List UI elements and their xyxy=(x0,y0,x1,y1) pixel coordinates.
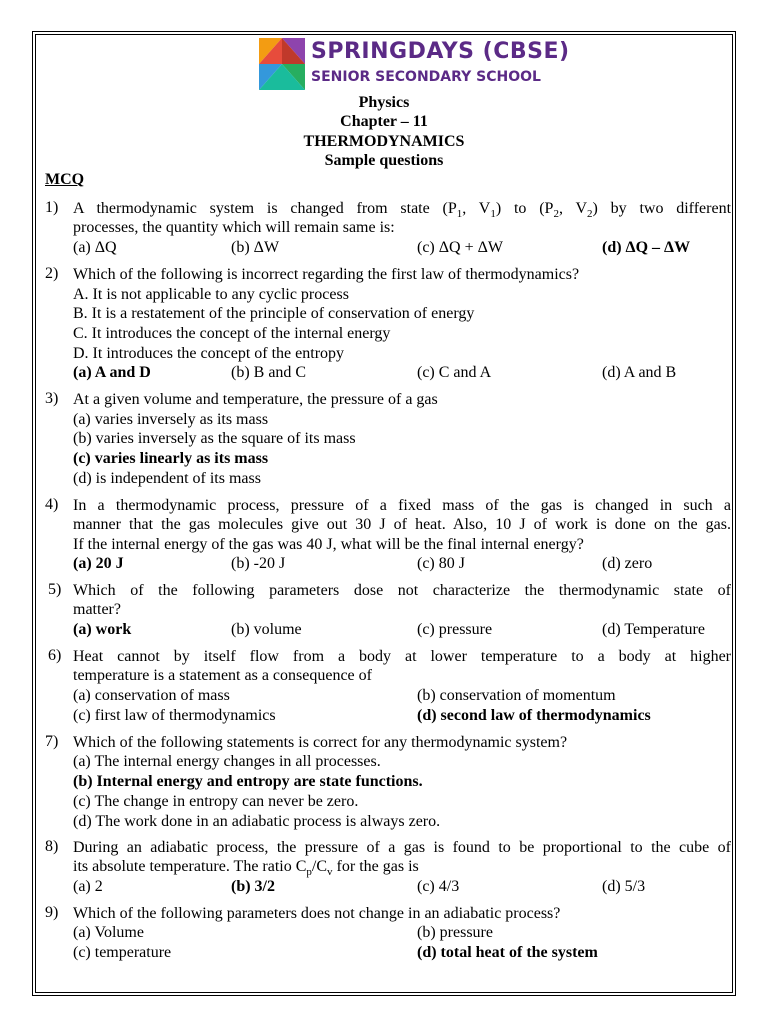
question-text: At a given volume and temperature, the pressure of a gas xyxy=(73,391,438,408)
option-c: (c) 4/3 xyxy=(417,878,460,895)
option-a: (a) 2 xyxy=(73,878,103,895)
question-text: processes, the quantity which will remain same is: xyxy=(73,219,395,236)
option-a: (a) ΔQ xyxy=(73,239,117,256)
option-b: (b) B and C xyxy=(231,364,307,381)
topic-title: THERMODYNAMICS xyxy=(303,133,465,150)
option-d: (d) A and B xyxy=(602,364,677,381)
statement-c: C. It introduces the concept of the internal energy xyxy=(73,325,391,342)
option-a-correct: (a) work xyxy=(73,621,132,638)
school-subtitle: SENIOR SECONDARY SCHOOL xyxy=(311,69,541,85)
option-b: (b) varies inversely as the square of its mass xyxy=(73,430,356,447)
option-d-correct: (d) total heat of the system xyxy=(417,944,598,961)
option-d: (d) is independent of its mass xyxy=(73,470,261,487)
option-d: (d) Temperature xyxy=(602,621,705,638)
statement-b: B. It is a restatement of the principle of conservation of energy xyxy=(73,305,475,322)
question-text: matter? xyxy=(73,601,121,618)
question-number: 9) xyxy=(45,904,59,921)
school-logo xyxy=(259,38,570,92)
subject-title: Physics xyxy=(358,94,410,111)
statement-d: D. It introduces the concept of the entropy xyxy=(73,345,345,362)
question-number: 5) xyxy=(48,581,62,598)
option-c: (c) ΔQ + ΔW xyxy=(417,239,504,256)
option-c: (c) first law of thermodynamics xyxy=(73,707,276,724)
option-c: (c) pressure xyxy=(417,621,493,638)
option-a: (a) Volume xyxy=(73,924,144,941)
question-number: 3) xyxy=(45,390,59,407)
option-b-correct: (b) 3/2 xyxy=(231,878,275,895)
question-number: 1) xyxy=(45,199,59,216)
question-number: 2) xyxy=(45,265,59,282)
question-number: 8) xyxy=(45,838,59,855)
option-b: (b) pressure xyxy=(417,924,493,941)
option-c: (c) 80 J xyxy=(417,555,465,572)
option-d-correct: (d) second law of thermodynamics xyxy=(417,707,651,724)
option-a-correct: (a) 20 J xyxy=(73,555,124,572)
option-a: (a) The internal energy changes in all processes. xyxy=(73,753,381,770)
option-a: (a) conservation of mass xyxy=(73,687,230,704)
option-c: (c) The change in entropy can never be zero. xyxy=(73,793,359,810)
option-b-correct: (b) Internal energy and entropy are state functions. xyxy=(73,773,423,790)
option-b: (b) ΔW xyxy=(231,239,280,256)
question-number: 6) xyxy=(48,647,62,664)
option-d-correct: (d) ΔQ – ΔW xyxy=(602,239,691,256)
question-text: Which of the following is incorrect regarding the first law of thermodynamics? xyxy=(73,266,580,283)
option-d: (d) The work done in an adiabatic process is always zero. xyxy=(73,813,441,830)
chapter-title: Chapter – 11 xyxy=(340,113,428,130)
option-d: (d) zero xyxy=(602,555,653,572)
logo-mark-icon xyxy=(259,38,305,90)
option-c: (c) temperature xyxy=(73,944,172,961)
option-b: (b) -20 J xyxy=(231,555,286,572)
question-text: its absolute temperature. The ratio $C_p/C_v$ for the gas is xyxy=(73,858,419,879)
option-c-correct: (c) varies linearly as its mass xyxy=(73,450,269,467)
question-text: Which of the following parameters dose not characterize the thermodynamic state of xyxy=(73,582,731,599)
question-text: Which of the following statements is correct for any thermodynamic system? xyxy=(73,734,568,751)
question-number: 7) xyxy=(45,733,59,750)
option-a: (a) varies inversely as its mass xyxy=(73,411,269,428)
question-text: manner that the gas molecules give out 30 J of heat. Also, 10 J of work is done on the gas. xyxy=(73,516,731,533)
school-name: SPRINGDAYS (CBSE) xyxy=(311,39,570,64)
section-heading: MCQ xyxy=(45,171,85,188)
question-text: During an adiabatic process, the pressure of a gas is found to be proportional to the cube of xyxy=(73,839,731,856)
question-text: temperature is a statement as a consequence of xyxy=(73,667,372,684)
question-text: If the internal energy of the gas was 40 J, what will be the final internal energy? xyxy=(73,536,584,553)
option-d: (d) 5/3 xyxy=(602,878,646,895)
option-b: (b) volume xyxy=(231,621,302,638)
option-c: (c) C and A xyxy=(417,364,492,381)
option-a-correct: (a) A and D xyxy=(73,364,151,381)
question-text: In a thermodynamic process, pressure of a fixed mass of the gas is changed in such a xyxy=(73,497,731,514)
question-text: Heat cannot by itself flow from a body at lower temperature to a body at higher xyxy=(73,648,731,665)
question-text: A thermodynamic system is changed from state ($P_1$, $V_1$) to ($P_2$, $V_2$) by two different xyxy=(73,200,732,221)
statement-a: A. It is not applicable to any cyclic process xyxy=(73,286,349,303)
question-number: 4) xyxy=(45,496,59,513)
option-b: (b) conservation of momentum xyxy=(417,687,616,704)
kind-title: Sample questions xyxy=(324,152,444,169)
question-text: Which of the following parameters does not change in an adiabatic process? xyxy=(73,905,561,922)
